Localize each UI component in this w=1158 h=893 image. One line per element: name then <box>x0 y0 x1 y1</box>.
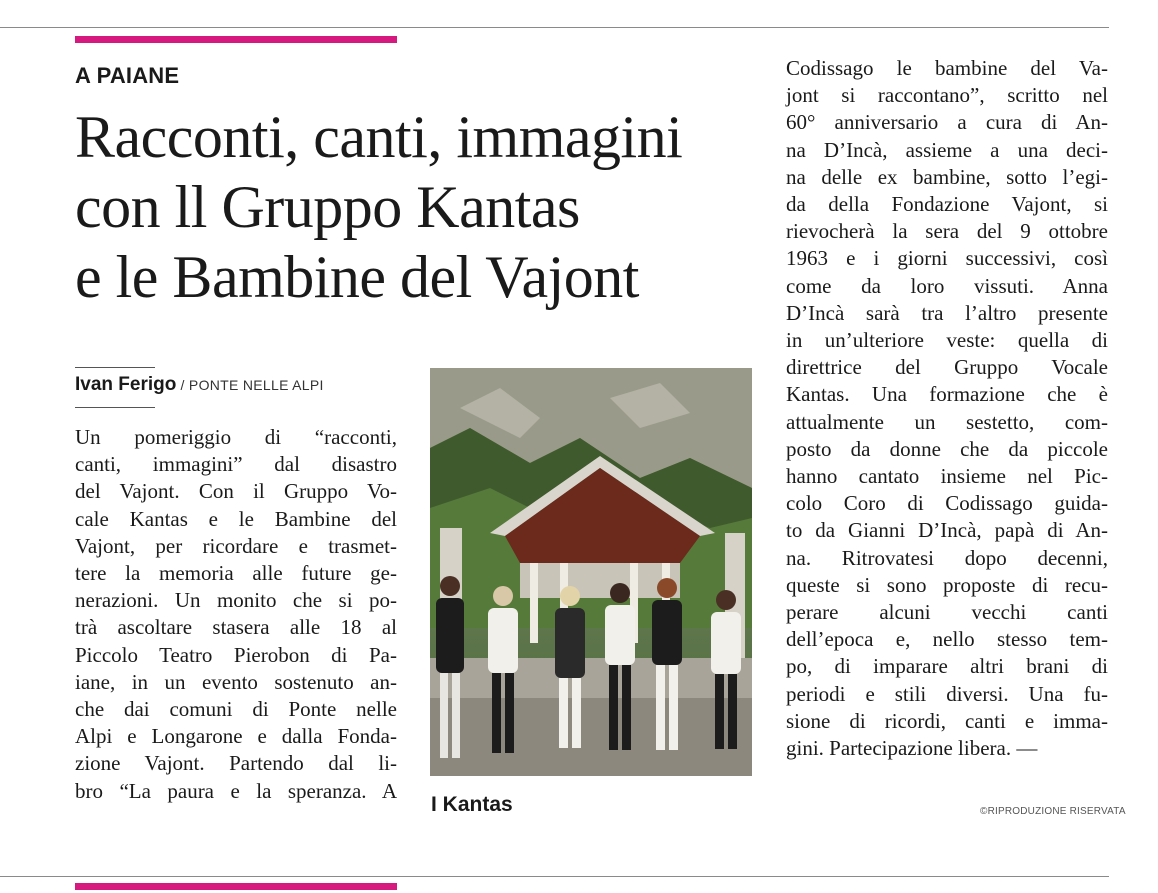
photo-caption: I Kantas <box>431 793 513 816</box>
body-line: direttrice del Gruppo Vocale <box>786 355 1108 380</box>
body-line: to da Gianni D’Incà, papà di An- <box>786 518 1108 543</box>
body-line: na. Ritrovatesi dopo decenni, <box>786 545 1108 570</box>
body-line: na delle ex bambine, sotto l’egi- <box>786 164 1108 189</box>
body-line: po, di imparare altri brani di <box>786 654 1108 679</box>
body-line: da della Fondazione Vajont, si <box>786 192 1108 217</box>
body-line: periodi e stili diversi. Una fu- <box>786 681 1108 706</box>
headline-line: con ll Gruppo Kantas <box>75 174 580 240</box>
top-rule <box>0 27 1109 28</box>
body-line: come da loro vissuti. Anna <box>786 273 1108 298</box>
body-line: trà ascoltare stasera alle 18 al <box>75 615 397 640</box>
body-line: Alpi e Longarone e dalla Fonda- <box>75 724 397 749</box>
body-line: cale Kantas e le Bambine del <box>75 506 397 531</box>
body-line: colo Coro di Codissago guida- <box>786 491 1108 516</box>
body-column-1 <box>75 424 397 805</box>
headline <box>75 102 775 312</box>
body-line: D’Incà sarà tra l’altro presente <box>786 300 1108 325</box>
kicker: A PAIANE <box>75 63 180 88</box>
bottom-accent-bar <box>75 883 397 890</box>
body-line: Vajont, per ricordare e trasmet- <box>75 533 397 558</box>
byline <box>75 374 324 396</box>
byline-author: Ivan Ferigo <box>75 374 177 395</box>
byline-rule-bottom <box>75 407 155 408</box>
body-line: jont si raccontano”, scritto nel <box>786 83 1108 108</box>
body-line: 60° anniversario a cura di An- <box>786 110 1108 135</box>
bottom-rule <box>0 876 1109 877</box>
body-line: queste si sono proposte di recu- <box>786 572 1108 597</box>
photo-illustration <box>430 368 752 776</box>
byline-rule-top <box>75 367 155 368</box>
body-line: nerazioni. Un monito che si po- <box>75 588 397 613</box>
body-line: Codissago le bambine del Va- <box>786 56 1108 80</box>
body-line: in un’ulteriore veste: quella di <box>786 328 1108 353</box>
body-line: iane, in un evento sostenuto an- <box>75 669 397 694</box>
body-line: bro “La paura e la speranza. A <box>75 778 397 803</box>
body-line: che dai comuni di Ponte nelle <box>75 697 397 722</box>
body-column-3 <box>786 55 1108 762</box>
headline-line: Racconti, canti, immagini <box>75 104 683 170</box>
body-line: canti, immagini” dal disastro <box>75 452 397 477</box>
body-line: Kantas. Una formazione che è <box>786 382 1108 407</box>
body-line: dell’epoca e, nello stesso tem- <box>786 627 1108 652</box>
body-line: attualmente un sestetto, com- <box>786 409 1108 434</box>
body-line: perare alcuni vecchi canti <box>786 600 1108 625</box>
body-line: posto da donne che da piccole <box>786 436 1108 461</box>
body-line: sione di ricordi, canti e imma- <box>786 708 1108 733</box>
body-line: del Vajont. Con il Gruppo Vo- <box>75 479 397 504</box>
body-line: zione Vajont. Partendo dal li- <box>75 751 397 776</box>
body-line: 1963 e i giorni successivi, così <box>786 246 1108 271</box>
body-line: gini. Partecipazione libera. — <box>786 736 1038 761</box>
body-line: na D’Incà, assieme a una deci- <box>786 137 1108 162</box>
byline-place: / PONTE NELLE ALPI <box>176 377 324 393</box>
top-accent-bar <box>75 36 397 43</box>
body-line: tere la memoria alle future ge- <box>75 561 397 586</box>
copyright-notice: ©RIPRODUZIONE RISERVATA <box>980 806 1126 817</box>
body-line: Un pomeriggio di “racconti, <box>75 425 397 449</box>
body-line: Piccolo Teatro Pierobon di Pa- <box>75 642 397 667</box>
article-photo <box>430 368 752 776</box>
body-line: hanno cantato insieme nel Pic- <box>786 464 1108 489</box>
body-line: rievocherà la sera del 9 ottobre <box>786 219 1108 244</box>
headline-line: e le Bambine del Vajont <box>75 244 639 310</box>
